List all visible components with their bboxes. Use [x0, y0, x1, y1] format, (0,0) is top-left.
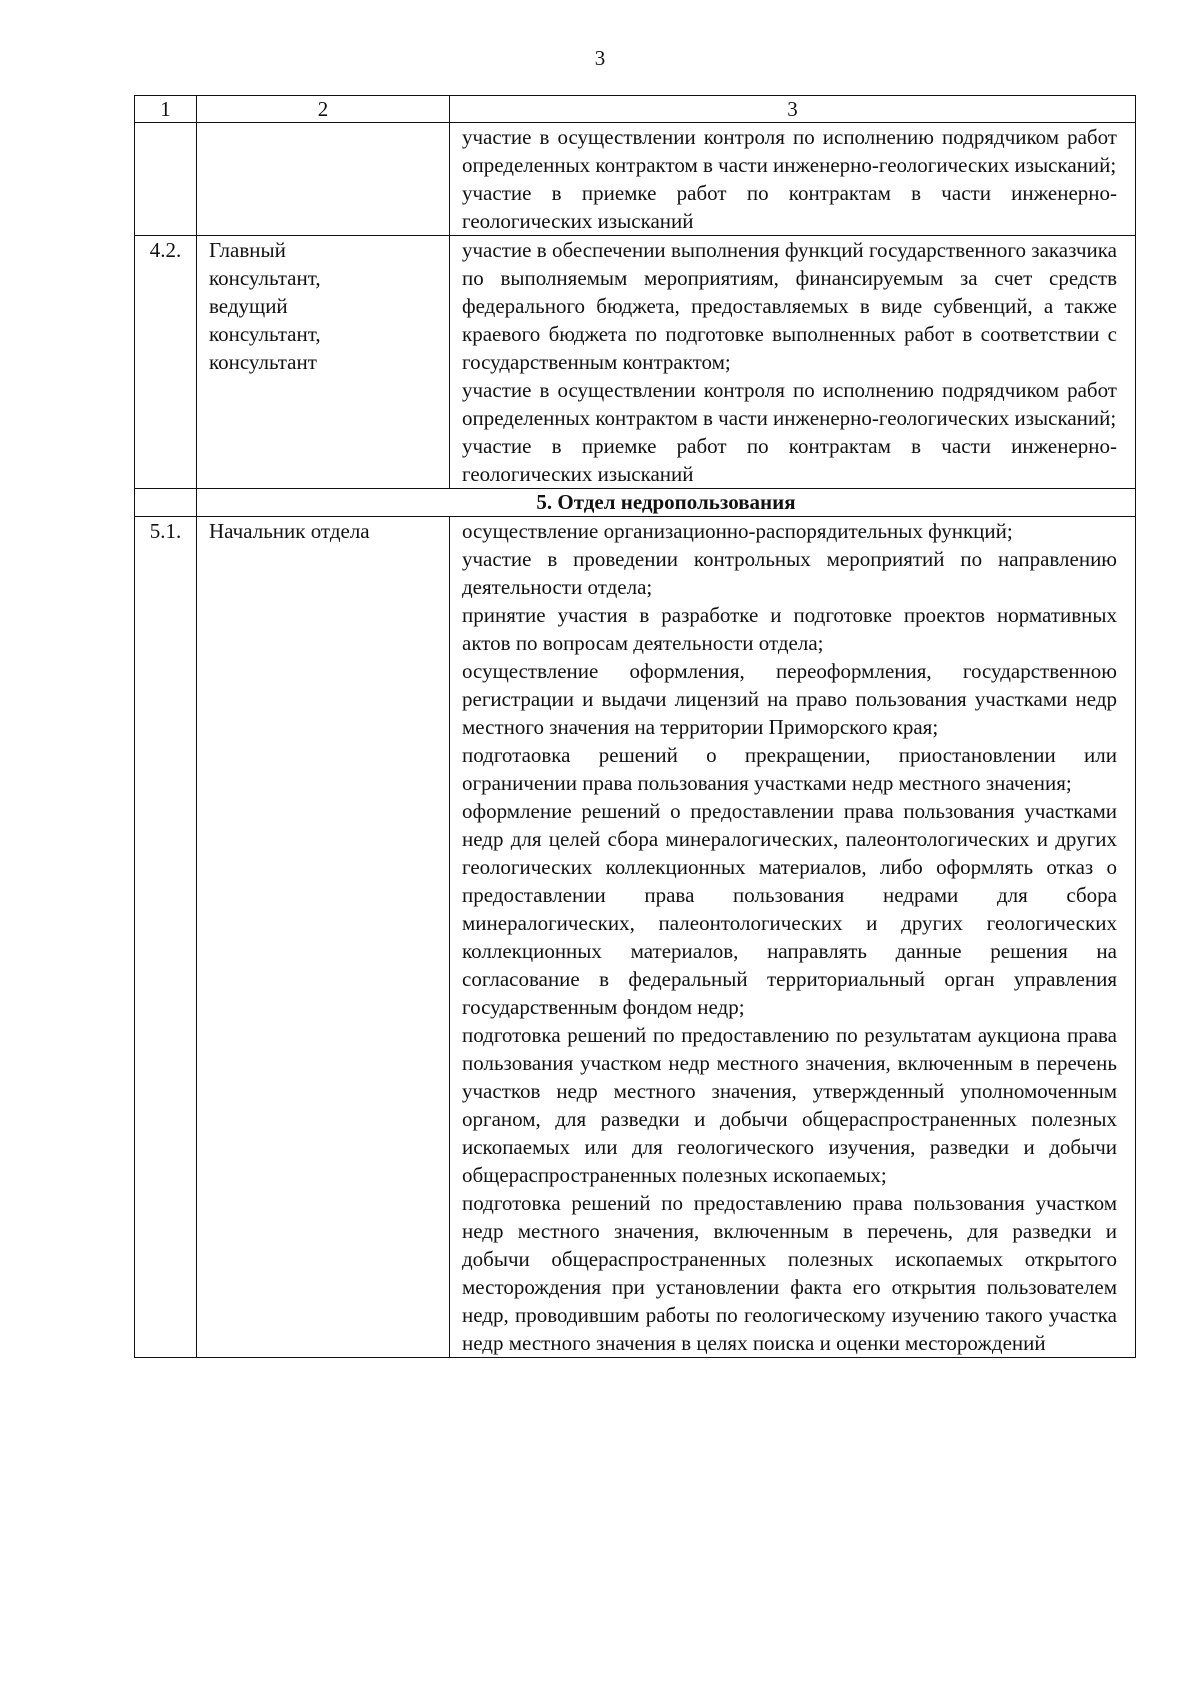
duty-item: осуществление оформления, переоформления, государственною регистрации и выдачи лицензий на право пользования участками недр местного значения на территории Приморского края;: [462, 659, 1117, 739]
duties-table: [134, 95, 1136, 1358]
duty-item: принятие участия в разработке и подготовке проектов нормативных актов по вопросам деятельности отдела;: [462, 603, 1117, 655]
table-row: [135, 236, 1136, 489]
header-col-1: 1: [135, 96, 197, 123]
header-col-3: 3: [450, 96, 1136, 123]
position-title: Главный консультант, ведущий консультант, консультант: [209, 238, 321, 374]
duty-item: участие в приемке работ по контрактам в части инженерно-геологических изысканий: [462, 434, 1117, 486]
row-number: [135, 123, 197, 236]
duty-item: участие в проведении контрольных мероприятий по направлению деятельности отдела;: [462, 547, 1117, 599]
header-col-2: 2: [197, 96, 450, 123]
row-position: [197, 123, 450, 236]
row-duties: [450, 236, 1136, 489]
row-number: 5.1.: [135, 517, 197, 1358]
section-title: 5. Отдел недропользования: [197, 489, 1136, 517]
duty-item: участие в приемке работ по контрактам в части инженерно-геологических изысканий: [462, 181, 1117, 233]
table-header-row: [135, 96, 1136, 123]
duty-item: участие в осуществлении контроля по исполнению подрядчиком работ определенных контрактом в части инженерно-геологических изысканий;: [462, 378, 1117, 430]
duty-item: подготовка решений по предоставлению права пользования участком недр местного значения, включенным в перечень, для разведки и добычи общераспространенных полезных ископаемых открытого месторождения при установлении факта его открытия пользователем недр, проводившим работы по геологическому изучению такого участка недр местного значения в целях поиска и оценки месторождений: [462, 1191, 1117, 1355]
table-row: [135, 123, 1136, 236]
page-number: 3: [594, 46, 606, 70]
duty-item: оформление решений о предоставлении права пользования участками недр для целей сбора минералогических, палеонтологических и других геологических коллекционных материалов, либо оформлять отказ о предоставлении права пользования недрами для сбора минералогических, палеонтологических и других геологических коллекционных материалов, направлять данные решения на согласование в федеральный территориальный орган управления государственным фондом недр;: [462, 799, 1117, 1019]
row-duties: [450, 517, 1136, 1358]
row-position: [197, 236, 450, 489]
table-row: [135, 517, 1136, 1358]
row-position: Начальник отдела: [197, 517, 450, 1358]
duty-item: подготаовка решений о прекращении, приостановлении или ограничении права пользования участками недр местного значения;: [462, 743, 1117, 795]
duty-item: участие в осуществлении контроля по исполнению подрядчиком работ определенных контрактом в части инженерно-геологических изысканий;: [462, 125, 1117, 177]
row-duties: [450, 123, 1136, 236]
duty-item: участие в обеспечении выполнения функций государственного заказчика по выполняемым мероприятиям, финансируемым за счет средств федерального бюджета, предоставляемых в виде субвенций, а также краевого бюджета по подготовке выполненных работ в соответствии с государственным контрактом;: [462, 238, 1117, 374]
duty-item: подготовка решений по предоставлению по результатам аукциона права пользования участком недр местного значения, включенным в перечень участков недр местного значения, утвержденный уполномоченным органом, для разведки и добычи общераспространенных полезных ископаемых или для геологического изучения, разведки и добычи общераспространенных полезных ископаемых;: [462, 1023, 1117, 1187]
row-number: 4.2.: [135, 236, 197, 489]
section-heading-row: [135, 489, 1136, 517]
duty-item: осуществление организационно-распорядительных функций;: [462, 519, 1013, 543]
